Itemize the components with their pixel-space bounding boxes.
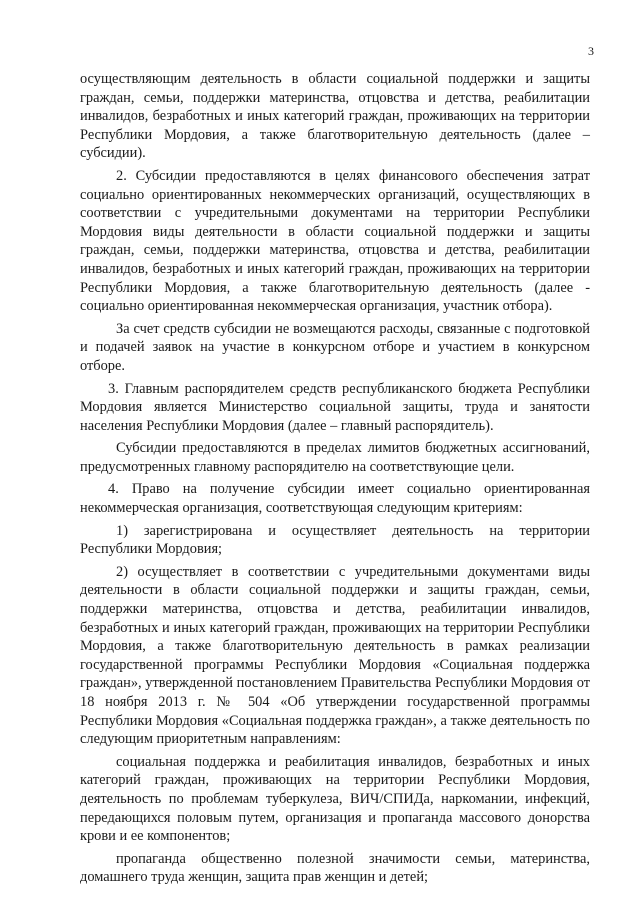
paragraph-3: 3. Главным распорядителем средств республиканского бюджета Республики Мордовия является Министерство социальной защиты, труда и занятости населения Республики Мордовия (далее – главный распорядитель).: [80, 380, 590, 434]
priority-direction-1: социальная поддержка и реабилитация инвалидов, безработных и иных категорий граждан, проживающих на территории Республики Мордовия, деятельность по проблемам туберкулеза, ВИЧ/СПИДа, наркомании, инфекций, передающихся половым путем, организация и пропаганда массового донорства крови и ее компонентов;: [80, 753, 590, 845]
paragraph-2: 2. Субсидии предоставляются в целях финансового обеспечения затрат социально ориентированных некоммерческих организаций, осуществляющих в соответствии с учредительными документами на территории Республики Мордовия виды деятельности в области социальной поддержки и защиты граждан, семьи, поддержки материнства, отцовства и детства, реабилитации инвалидов, безработных и иных категорий граждан, проживающих на территории Республики Мордовия, а также благотворительную деятельность (далее - социально ориентированная некоммерческая организация, участник отбора).: [80, 167, 590, 315]
document-body: [80, 70, 590, 891]
paragraph-limits: Субсидии предоставляются в пределах лимитов бюджетных ассигнований, предусмотренных главному распорядителю на соответствующие цели.: [80, 440, 590, 475]
criterion-1: 1) зарегистрирована и осуществляет деятельность на территории Республики Мордовия;: [80, 522, 590, 558]
criterion-2: 2) осуществляет в соответствии с учредительными документами виды деятельности в области социальной поддержки и защиты граждан, семьи, поддержки материнства, отцовства и детства, реабилитации инвалидов, безработных и иных категорий граждан, проживающих на территории Республики Мордовия, а также благотворительную деятельность в рамках реализации государственной программы Республики Мордовия «Социальная поддержка граждан», утвержденной постановлением Правительства Республики Мордовия от 18 ноября 2013 г. № 504 «Об утверждении государственной программы Республики Мордовия «Социальная поддержка граждан», а также деятельность по следующим приоритетным направлениям:: [80, 563, 590, 748]
page-number: 3: [588, 44, 594, 58]
paragraph-expenses: За счет средств субсидии не возмещаются расходы, связанные с подготовкой и подачей заявок на участие в конкурсном отборе и участием в конкурсном отборе.: [80, 320, 590, 374]
paragraph-4: 4. Право на получение субсидии имеет социально ориентированная некоммерческая организация, соответствующая следующим критериям:: [80, 481, 590, 517]
paragraph-intro: осуществляющим деятельность в области социальной поддержки и защиты граждан, семьи, поддержки материнства, отцовства и детства, реабилитации инвалидов, безработных и иных категорий граждан, проживающих на территории Республики Мордовия, а также благотворительную деятельность (далее – субсидии).: [80, 71, 590, 162]
priority-direction-2: пропаганда общественно полезной значимости семьи, материнства, домашнего труда женщин, защита прав женщин и детей;: [80, 850, 590, 886]
